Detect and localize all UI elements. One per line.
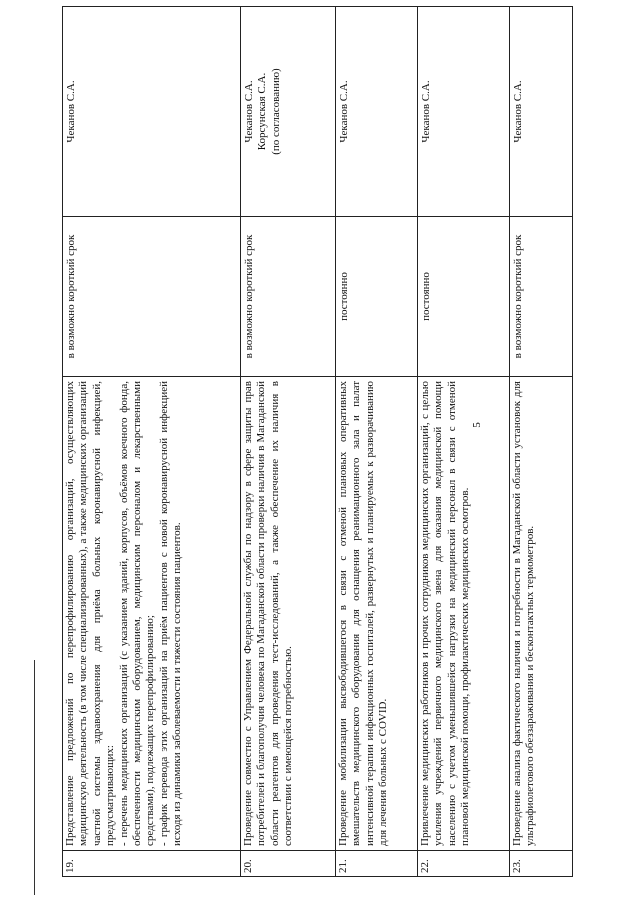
row-number: 21. <box>336 851 418 877</box>
measure-text <box>510 377 573 851</box>
table-row <box>336 7 418 877</box>
measures-table-rotated <box>62 7 572 877</box>
deadline-cell: в возможно короткий срок <box>63 217 241 377</box>
responsible-name: Корсунская С.А. <box>256 72 269 151</box>
deadline-cell: постоянно <box>418 217 510 377</box>
margin-rule <box>34 660 35 895</box>
responsible-name: Чеканов С.А. <box>512 80 524 143</box>
table-row <box>418 7 510 877</box>
measure-text <box>418 377 510 851</box>
row-number: 23. <box>510 851 573 877</box>
measure-text-line: - график перевода этих организаций на приём пациентов с новой коронавирусной инфекцией исходя из динамики заболеваемости и тяжести состояния пациентов. <box>157 381 184 846</box>
measure-text-line: - перечень медицинских организаций (с указанием зданий, корпусов, объёмов коечного фонда, обеспеченности медицинским оборудованием, медицинским персоналом и лекарственными средствами), подлежащих перепрофилированию; <box>117 381 157 846</box>
measure-text <box>336 377 418 851</box>
responsible-cell <box>63 7 241 217</box>
responsible-name: Чеканов С.А. <box>338 80 350 143</box>
responsible-name: Чеканов С.А. <box>243 80 255 143</box>
responsible-cell <box>510 7 573 217</box>
measure-text <box>63 377 241 851</box>
measure-text-line: Проведение совместно с Управлением Федеральной службы по надзору в сфере защиты прав потребителей и благополучия человека по Магаданской области проверки наличия в Магаданской области реагентов для проведения тест-исследований, а также обеспечение их наличия в соответствии с имеющейся потребностью. <box>242 381 295 846</box>
measure-text-line: Проведение анализа фактического наличия и потребности в Магаданской области установок для ультрафиолетового обеззараживания и бесконтактных термометров. <box>511 381 537 846</box>
deadline-cell: постоянно <box>336 217 418 377</box>
page-number: 5 <box>471 422 483 428</box>
table-row <box>241 7 336 877</box>
table-row <box>63 7 241 877</box>
responsible-cell <box>336 7 418 217</box>
deadline-cell: в возможно короткий срок <box>241 217 336 377</box>
measures-table <box>62 6 573 877</box>
measure-text-line: Привлечение медицинских работников и прочих сотрудников медицинских организаций, с целью усиления учреждений первичного медицинского звена для оказания медицинской помощи населению с учетом уменьшившейся нагрузки на медицинский персонал в связи с отменой плановой медицинской помощи, профилактических медицинских осмотров. <box>419 381 472 846</box>
table-row <box>510 7 573 877</box>
row-number: 20. <box>241 851 336 877</box>
row-number: 19. <box>63 851 241 877</box>
responsible-cell <box>418 7 510 217</box>
responsible-name: Чеканов С.А. <box>420 80 432 143</box>
row-number: 22. <box>418 851 510 877</box>
responsible-name: Чеканов С.А. <box>65 80 77 143</box>
responsible-note: (по согласованию) <box>269 68 282 155</box>
measure-text <box>241 377 336 851</box>
deadline-cell: в возможно короткий срок <box>510 217 573 377</box>
measure-text-line: Проведение мобилизации высвободившегося в связи с отменой плановых оперативных вмешательств медицинского оборудования для оснащения реанимационного зала и палат интенсивной терапии инфекционных госпиталей, развернутых и планируемых к разворачиванию для лечения больных с COVID. <box>337 381 390 846</box>
responsible-cell <box>241 7 336 217</box>
measure-text-line: Представление предложений по перепрофилированию организаций, осуществляющих медицинскую деятельность (в том числе специализированных), а также медицинских организаций частной системы здравоохранения для приёма больных коронавирусной инфекцией, предусматривающих: <box>64 381 117 846</box>
